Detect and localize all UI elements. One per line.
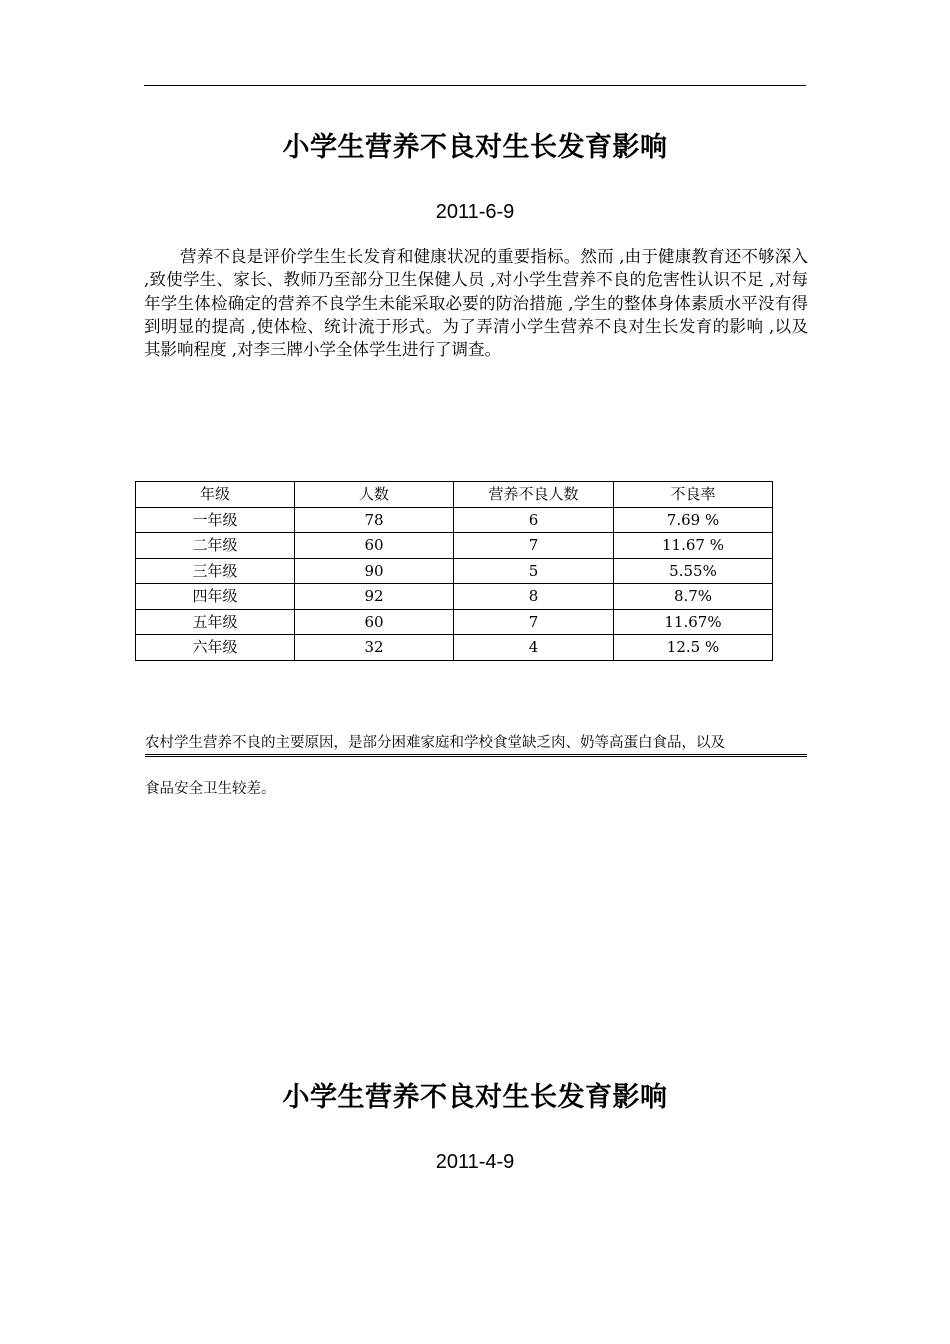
rate-cell: 11.67 % — [614, 533, 773, 559]
malnourished-cell: 7 — [454, 609, 614, 635]
grade-cell: 一年级 — [136, 507, 295, 533]
rate-cell: 8.7% — [614, 584, 773, 610]
malnourished-cell: 6 — [454, 507, 614, 533]
malnourished-cell: 5 — [454, 558, 614, 584]
table-row — [136, 507, 773, 533]
table-header-row — [136, 482, 773, 508]
count-cell: 32 — [295, 635, 454, 661]
grade-cell: 三年级 — [136, 558, 295, 584]
count-cell: 92 — [295, 584, 454, 610]
malnutrition-table — [135, 481, 773, 661]
document-date: 2011-6-9 — [435, 201, 515, 223]
rate-cell: 7.69 % — [614, 507, 773, 533]
table-row — [136, 584, 773, 610]
column-header-count: 人数 — [295, 482, 454, 508]
page-title: 小学生营养不良对生长发育影响 — [282, 132, 668, 163]
conclusion-line-1: 农村学生营养不良的主要原因，是部分困难家庭和学校食堂缺乏肉、奶等高蛋白食品，以及 — [145, 733, 807, 757]
malnourished-cell: 7 — [454, 533, 614, 559]
count-cell: 60 — [295, 533, 454, 559]
table-row — [136, 558, 773, 584]
count-cell: 90 — [295, 558, 454, 584]
malnourished-cell: 4 — [454, 635, 614, 661]
table-row — [136, 533, 773, 559]
grade-cell: 四年级 — [136, 584, 295, 610]
rate-cell: 12.5 % — [614, 635, 773, 661]
count-cell: 78 — [295, 507, 454, 533]
table-row — [136, 635, 773, 661]
table-row — [136, 609, 773, 635]
repeated-page-title: 小学生营养不良对生长发育影响 — [282, 1082, 668, 1113]
malnourished-cell: 8 — [454, 584, 614, 610]
header-rule — [144, 85, 806, 86]
rate-cell: 11.67% — [614, 609, 773, 635]
column-header-rate: 不良率 — [614, 482, 773, 508]
rate-cell: 5.55% — [614, 558, 773, 584]
conclusion-line-2: 食品安全卫生较差。 — [145, 781, 276, 797]
count-cell: 60 — [295, 609, 454, 635]
repeated-document-date: 2011-4-9 — [435, 1151, 515, 1173]
grade-cell: 五年级 — [136, 609, 295, 635]
grade-cell: 六年级 — [136, 635, 295, 661]
grade-cell: 二年级 — [136, 533, 295, 559]
column-header-grade: 年级 — [136, 482, 295, 508]
column-header-malnourished: 营养不良人数 — [454, 482, 614, 508]
intro-paragraph: 营养不良是评价学生生长发育和健康状况的重要指标。然而 ,由于健康教育还不够深入 ,致使学生、家长、教师乃至部分卫生保健人员 ,对小学生营养不良的危害性认识不足 ,对每年学生体检确定的营养不良学生未能采取必要的防治措施 ,学生的整体身体素质水平没有得到明显的提高 ,使体检、统计流于形式。为了弄清小学生营养不良对生长发育的影响 ,以及其影响程度 ,对李三牌小学全体学生进行了调查。 — [144, 247, 808, 360]
